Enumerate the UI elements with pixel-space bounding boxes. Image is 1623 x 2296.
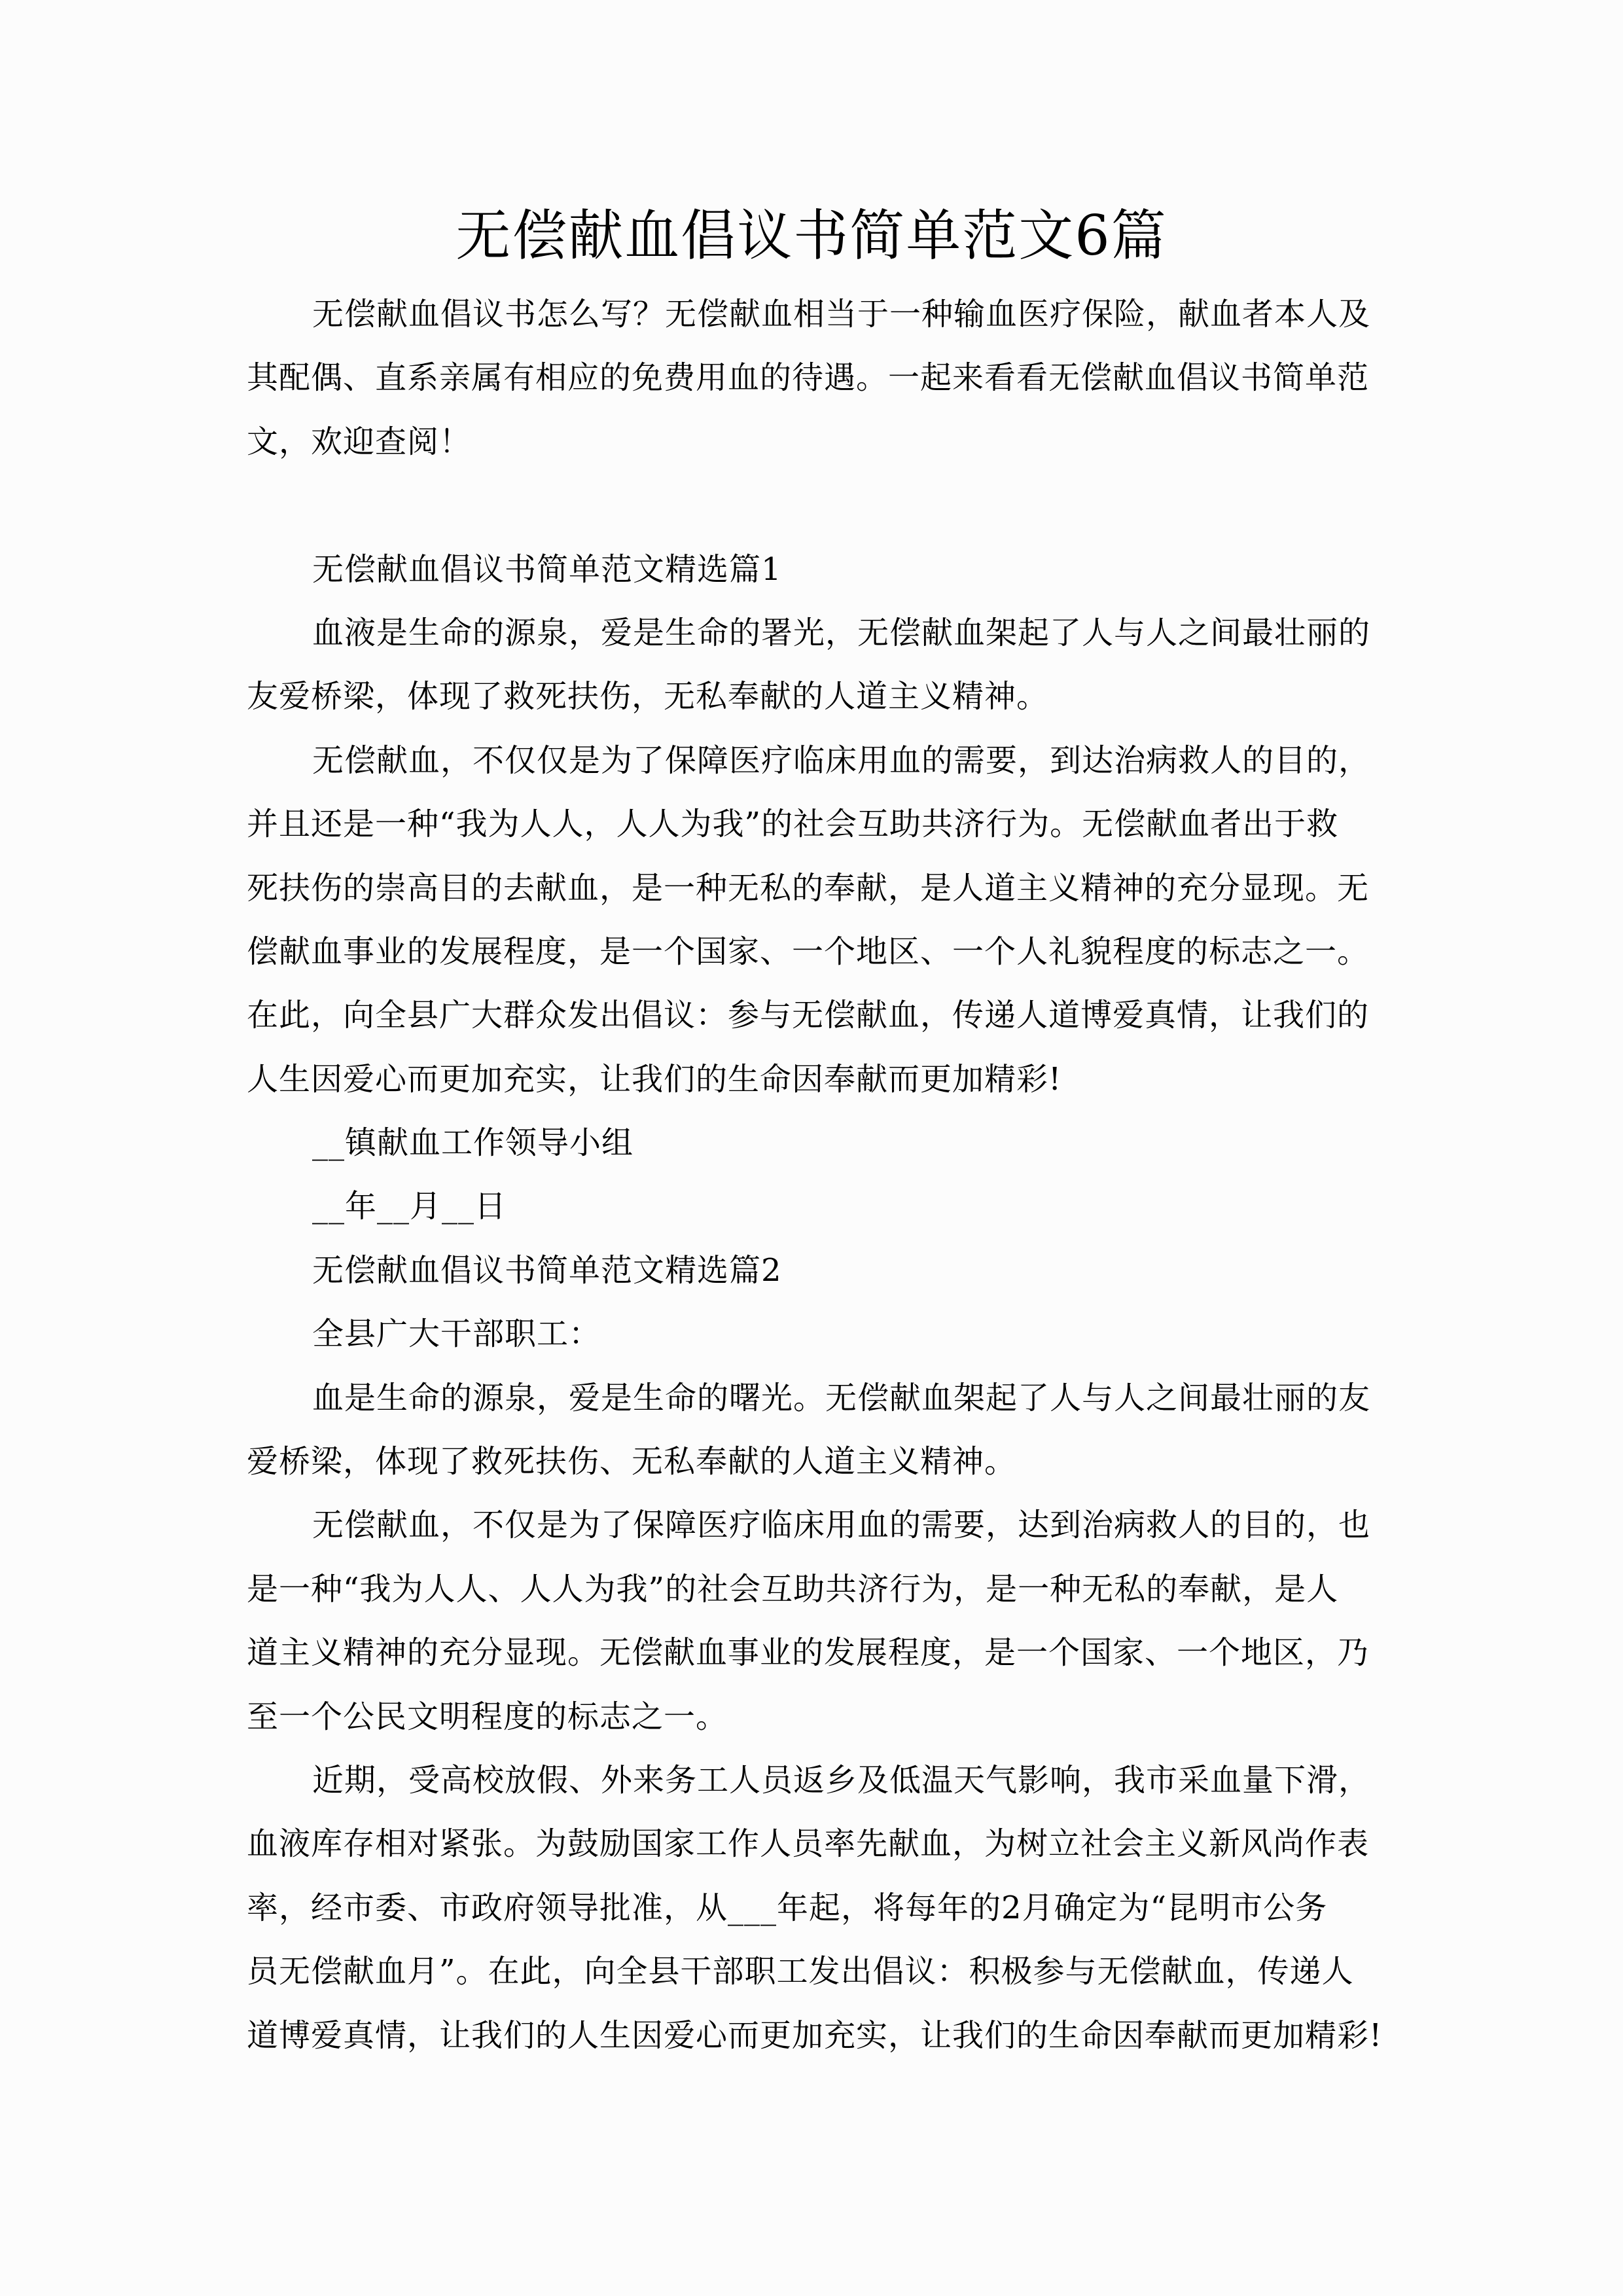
body-line: 是一种“我为人人、人人为我”的社会互助共济行为，是一种无私的奉献，是人 (247, 1570, 1339, 1607)
body-line: 血是生命的源泉，爱是生命的曙光。无偿献血架起了人与人之间最壮丽的友 (312, 1379, 1371, 1416)
body-line: 至一个公民文明程度的标志之一。 (247, 1698, 728, 1735)
section-heading-1: 无偿献血倡议书简单范文精选篇1 (312, 550, 782, 588)
body-line: 并且还是一种“我为人人，人人为我”的社会互助共济行为。无偿献血者出于救 (247, 806, 1339, 843)
body-line: 道博爱真情，让我们的人生因爱心而更加充实，让我们的生命因奉献而更加精彩! (247, 2017, 1383, 2054)
body-line: 死扶伤的崇高目的去献血，是一种无私的奉献，是人道主义精神的充分显现。无 (247, 869, 1370, 906)
body-line: 文，欢迎查阅！ (247, 423, 472, 460)
date-line: __年__月__日 (312, 1188, 507, 1225)
blank-line (247, 482, 1385, 545)
body-line: 员无偿献血月”。在此，向全县干部职工发出倡议：积极参与无偿献血，传递人 (247, 1953, 1354, 1990)
body-line: 无偿献血，不仅是为了保障医疗临床用血的需要，达到治病救人的目的，也 (312, 1507, 1371, 1544)
body-line: 在此，向全县广大群众发出倡议：参与无偿献血，传递人道博爱真情，让我们的 (247, 997, 1370, 1034)
body-line: 偿献血事业的发展程度，是一个国家、一个地区、一个人礼貌程度的标志之一。 (247, 933, 1370, 970)
body-line: 率，经市委、市政府领导批准，从___年起，将每年的2月确定为“昆明市公务 (247, 1889, 1328, 1926)
body-line: 人生因爱心而更加充实，让我们的生命因奉献而更加精彩! (247, 1060, 1062, 1098)
signature-line: __镇献血工作领导小组 (312, 1124, 634, 1162)
body-line: 友爱桥梁，体现了救死扶伤，无私奉献的人道主义精神。 (247, 678, 1049, 715)
body-line: 近期，受高校放假、外来务工人员返乡及低温天气影响，我市采血量下滑， (312, 1761, 1371, 1799)
salutation-line: 全县广大干部职工： (312, 1316, 601, 1353)
body-line: 无偿献血倡议书怎么写？无偿献血相当于一种输血医疗保险，献血者本人及 (312, 296, 1371, 332)
body-line: 血液是生命的源泉，爱是生命的署光，无偿献血架起了人与人之间最壮丽的 (312, 614, 1371, 651)
document-title: 无偿献血倡议书简单范文6篇 (455, 204, 1168, 268)
body-line: 其配偶、直系亲属有相应的免费用血的待遇。一起来看看无偿献血倡议书简单范 (247, 359, 1370, 397)
body-line: 无偿献血，不仅仅是为了保障医疗临床用血的需要，到达治病救人的目的， (312, 742, 1371, 779)
body-line: 爱桥梁，体现了救死扶伤、无私奉献的人道主义精神。 (247, 1443, 1017, 1480)
body-line: 血液库存相对紧张。为鼓励国家工作人员率先献血，为树立社会主义新风尚作表 (247, 1825, 1370, 1863)
body-line: 道主义精神的充分显现。无偿献血事业的发展程度，是一个国家、一个地区，乃 (247, 1634, 1370, 1672)
section-heading-2: 无偿献血倡议书简单范文精选篇2 (312, 1251, 782, 1289)
document-body (247, 291, 1385, 2075)
